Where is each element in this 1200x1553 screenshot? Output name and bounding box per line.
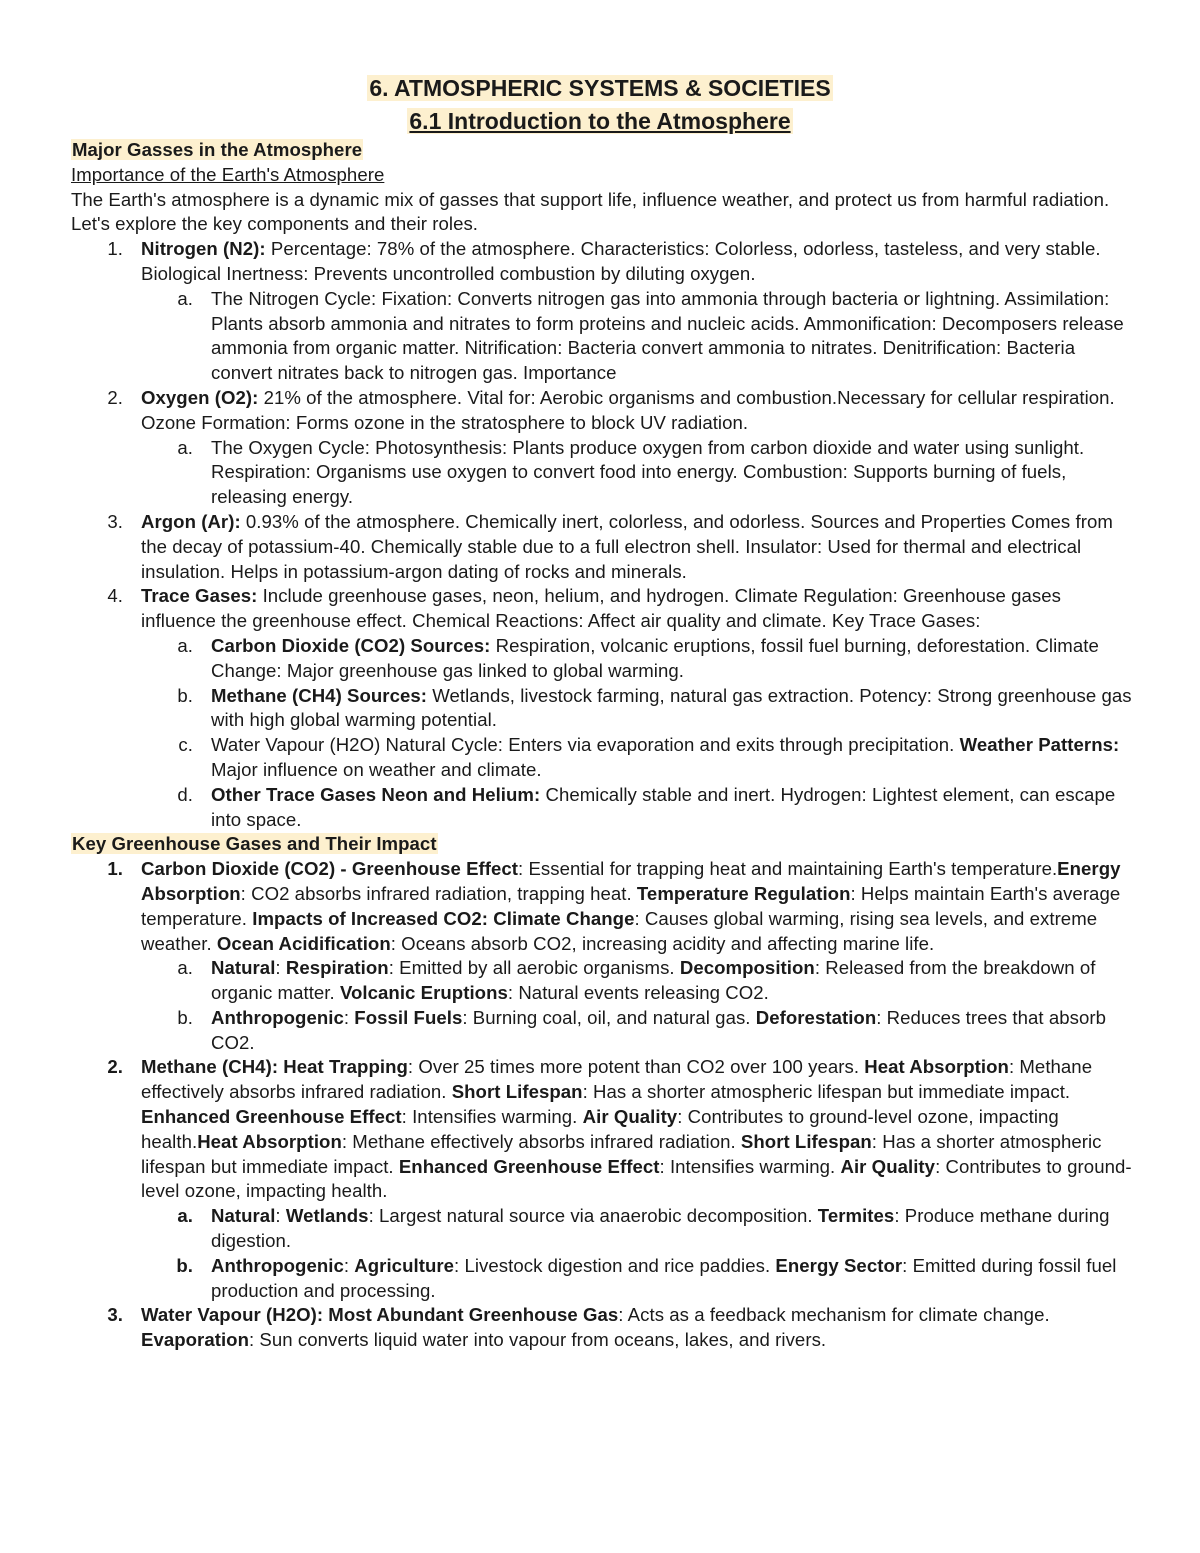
list-marker: 3.: [107, 1304, 123, 1326]
sub-item-natural: [141, 1204, 1139, 1254]
list-marker: a.: [177, 287, 193, 309]
item-text: : Causes global warming, rising sea levels, and extreme weather.: [141, 907, 1098, 954]
sub-list: [141, 1204, 1139, 1303]
sub-item: [141, 684, 1139, 734]
item-text: : Reduces trees that absorb CO2.: [211, 1006, 1107, 1053]
term: Volcanic Eruptions: [339, 982, 508, 1004]
subheading-importance: Importance of the Earth's Atmosphere: [71, 163, 385, 185]
sub-item: [141, 436, 1139, 510]
list-item-nitrogen: [71, 237, 1139, 386]
list-marker: 2.: [107, 1056, 123, 1078]
term: Oxygen (O2):: [141, 386, 259, 408]
sub-item: [141, 733, 1139, 783]
sub-item-natural: [141, 956, 1139, 1006]
item-text: : Livestock digestion and rice paddies.: [454, 1254, 776, 1276]
term: Termites: [817, 1205, 895, 1227]
term: Ocean Acidification: [216, 932, 391, 954]
list-item-oxygen: [71, 386, 1139, 510]
term: Agriculture: [354, 1254, 455, 1276]
list-marker: b.: [177, 684, 193, 706]
term: Natural: [211, 957, 276, 979]
item-text: : Contributes to ground-level ozone, impacting health.: [141, 1155, 1132, 1202]
item-text: : Largest natural source via anaerobic decomposition.: [368, 1205, 818, 1227]
list-marker: a.: [177, 436, 193, 458]
item-text: :: [343, 1254, 355, 1276]
sub-list: [141, 287, 1139, 386]
item-text: :: [275, 957, 286, 979]
list-marker: c.: [178, 734, 193, 756]
term: Impacts of Increased CO2: Climate Change: [252, 907, 635, 929]
item-text: : Burning coal, oil, and natural gas.: [462, 1006, 756, 1028]
list-item-argon: [71, 510, 1139, 584]
item-text: :: [275, 1205, 286, 1227]
sub-item: [141, 634, 1139, 684]
list-marker: b.: [177, 1006, 193, 1028]
term: Nitrogen (N2):: [141, 238, 266, 260]
item-text: : Intensifies warming.: [659, 1155, 841, 1177]
item-text: : Emitted during fossil fuel production and processing.: [211, 1254, 1117, 1301]
item-text: : Produce methane during digestion.: [211, 1205, 1110, 1252]
item-text: :: [343, 1006, 355, 1028]
item-text: The Oxygen Cycle: Photosynthesis: Plants produce oxygen from carbon dioxide and water using sunlight. Respiration: Organisms use oxygen to convert food into energy. Combustion: Supports burning of fuels, releasing energy.: [211, 436, 1085, 508]
item-text: : CO2 absorbs infrared radiation, trapping heat.: [240, 882, 637, 904]
document-title: 6. ATMOSPHERIC SYSTEMS & SOCIETIES: [369, 75, 831, 101]
item-text: 0.93% of the atmosphere. Chemically inert, colorless, and odorless. Sources and Properties Comes from the decay of potassium-40. Chemically stable due to a full electron shell. Insulator: Used for thermal and electrical insulation. Helps in potassium-argon dating of rocks and minerals.: [141, 510, 1113, 582]
term: Energy Absorption: [141, 858, 1121, 904]
item-text: : Methane effectively absorbs infrared radiation.: [141, 1056, 1093, 1103]
list-marker: a.: [177, 957, 193, 979]
term: Anthropogenic: [211, 1254, 344, 1276]
item-text: : Over 25 times more potent than CO2 over 100 years.: [407, 1056, 865, 1078]
list-marker: 1.: [107, 858, 123, 880]
greenhouse-list: [71, 857, 1139, 1353]
gas-list: [71, 237, 1139, 832]
term: Enhanced Greenhouse Effect: [398, 1155, 660, 1177]
item-text: Include greenhouse gases, neon, helium, and hydrogen. Climate Regulation: Greenhouse gases influence the greenhouse effect. Chemical Reactions: Affect air quality and climate. Key Trace Gases:: [141, 585, 1061, 632]
item-text: : Contributes to ground-level ozone, impacting health.: [141, 1106, 1059, 1152]
item-text: : Sun converts liquid water into vapour from oceans, lakes, and rivers.: [249, 1329, 827, 1351]
list-item-h2o: [71, 1303, 1139, 1353]
term: Air Quality: [840, 1155, 936, 1177]
list-marker: a.: [177, 1205, 193, 1227]
term: Wetlands: [285, 1205, 369, 1227]
item-text: : Released from the breakdown of organic matter.: [211, 957, 1096, 1004]
term: Other Trace Gases Neon and Helium:: [211, 783, 541, 805]
term: Trace Gases:: [141, 585, 258, 607]
term: Carbon Dioxide (CO2) - Greenhouse Effect: [141, 858, 519, 880]
item-text: : Helps maintain Earth's average temperature.: [141, 882, 1121, 929]
sub-list: [141, 634, 1139, 832]
term: Methane (CH4) Sources:: [211, 684, 427, 706]
term: Enhanced Greenhouse Effect: [141, 1106, 402, 1128]
list-item-ch4: [71, 1055, 1139, 1303]
term: Evaporation: [141, 1329, 249, 1351]
term: Temperature Regulation: [636, 882, 851, 904]
sub-list: [141, 956, 1139, 1055]
term: Heat Absorption: [197, 1130, 342, 1152]
intro-paragraph: The Earth's atmosphere is a dynamic mix of gasses that support life, influence weather, and protect us from harmful radiation. Let's explore the key components and their roles.: [71, 188, 1110, 235]
list-marker: 4.: [107, 585, 123, 607]
item-text: : Intensifies warming.: [401, 1106, 583, 1128]
item-text: : Methane effectively absorbs infrared radiation.: [341, 1130, 741, 1152]
item-text: Percentage: 78% of the atmosphere. Characteristics: Colorless, odorless, tasteless, and very stable. Biological Inertness: Prevents uncontrolled combustion by diluting oxygen.: [141, 238, 1101, 284]
term: Short Lifespan: [451, 1081, 583, 1103]
term: Air Quality: [582, 1106, 678, 1128]
item-text: : Emitted by all aerobic organisms.: [388, 957, 680, 979]
term: Anthropogenic: [211, 1006, 344, 1028]
list-marker: b.: [176, 1254, 193, 1276]
term: Decomposition: [679, 957, 815, 979]
item-text: Wetlands, livestock farming, natural gas extraction. Potency: Strong greenhouse gas with high global warming potential.: [211, 684, 1132, 731]
item-text: Water Vapour (H2O) Natural Cycle: Enters via evaporation and exits through precipitation.: [211, 734, 960, 756]
section-title: 6.1 Introduction to the Atmosphere: [409, 108, 791, 134]
item-text: The Nitrogen Cycle: Fixation: Converts nitrogen gas into ammonia through bacteria or lightning. Assimilation: Plants absorb ammonia and nitrates to form proteins and nucleic acids. Ammonification: Decomposers release ammonia from organic matter. Nitrification: Bacteria convert ammonia to nitrates. Denitrification: Bacteria convert nitrates back to nitrogen gas. Importance: [211, 287, 1124, 384]
term: Natural: [211, 1205, 276, 1227]
item-text: 21% of the atmosphere. Vital for: Aerobic organisms and combustion.Necessary for cellular respiration. Ozone Formation: Forms ozone in the stratosphere to block UV radiation.: [141, 386, 1115, 433]
item-text: : Has a shorter atmospheric lifespan but immediate impact.: [582, 1081, 1071, 1103]
list-marker: a.: [177, 634, 193, 656]
sub-item-anthropogenic: [141, 1006, 1139, 1056]
sub-item: [141, 783, 1139, 833]
document-body: [71, 138, 1139, 1353]
term: Weather Patterns:: [959, 734, 1120, 756]
term: Fossil Fuels: [354, 1006, 463, 1028]
item-text: : Acts as a feedback mechanism for climate change.: [618, 1304, 1050, 1326]
term: Argon (Ar):: [141, 510, 241, 532]
item-text: : Essential for trapping heat and maintaining Earth's temperature.: [518, 858, 1058, 880]
term: Heat Absorption: [864, 1056, 1009, 1078]
section-heading-major-gasses: Major Gasses in the Atmosphere: [72, 139, 363, 160]
term: Deforestation: [755, 1006, 877, 1028]
list-item-trace-gases: [71, 584, 1139, 832]
term: Methane (CH4): Heat Trapping: [141, 1056, 408, 1078]
term: Respiration: [285, 957, 389, 979]
term: Water Vapour (H2O): Most Abundant Greenhouse Gas: [141, 1304, 619, 1326]
item-text: : Natural events releasing CO2.: [507, 982, 769, 1004]
term: Energy Sector: [775, 1254, 903, 1276]
term: Carbon Dioxide (CO2) Sources:: [211, 634, 491, 656]
list-marker: 3.: [107, 510, 123, 532]
sub-list: [141, 436, 1139, 510]
item-text: Respiration, volcanic eruptions, fossil fuel burning, deforestation. Climate Change: Major greenhouse gas linked to global warming.: [211, 634, 1099, 681]
section-heading-greenhouse: Key Greenhouse Gases and Their Impact: [72, 833, 437, 855]
list-marker: 2.: [107, 386, 123, 408]
list-item-co2: [71, 857, 1139, 1055]
list-marker: 1.: [107, 238, 123, 260]
sub-item-anthropogenic: [141, 1254, 1139, 1304]
item-text: : Has a shorter atmospheric lifespan but immediate impact.: [141, 1130, 1102, 1177]
item-text: : Oceans absorb CO2, increasing acidity and affecting marine life.: [390, 932, 935, 954]
item-text: Major influence on weather and climate.: [211, 758, 542, 780]
sub-item: [141, 287, 1139, 386]
term: Short Lifespan: [740, 1130, 872, 1152]
list-marker: d.: [177, 783, 193, 805]
item-text: Chemically stable and inert. Hydrogen: Lightest element, can escape into space.: [211, 783, 1116, 830]
